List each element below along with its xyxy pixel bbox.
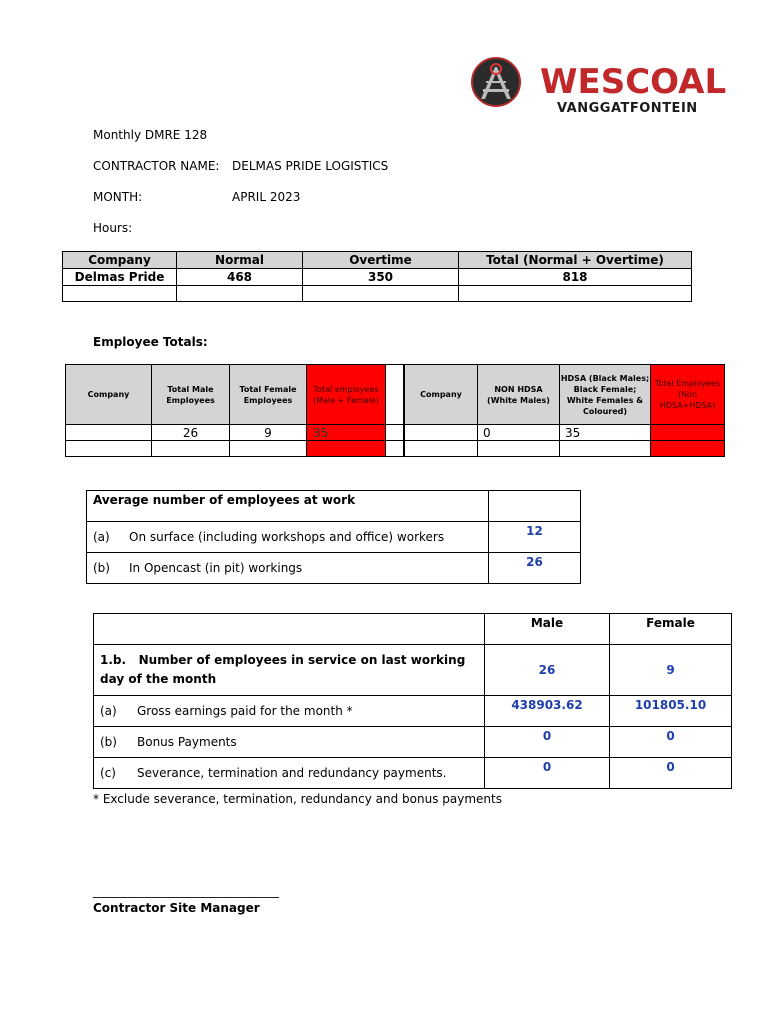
employee-totals-gap [385, 364, 404, 457]
hdsa-header-company: Company [405, 365, 478, 425]
et-header-company: Company [66, 365, 152, 425]
average-title: Average number of employees at work [87, 491, 489, 522]
hdsa-cell: 35 [560, 425, 651, 441]
service-row-female: 0 [610, 727, 732, 758]
service-row-label [94, 727, 485, 758]
table-row [87, 553, 581, 584]
service-1b-num: 1.b. [100, 653, 127, 667]
average-row-letter: (a) [93, 530, 110, 544]
service-row-female: 101805.10 [610, 696, 732, 727]
gap-cell [386, 365, 404, 425]
et-cell [66, 425, 152, 441]
service-1b-male: 26 [485, 645, 610, 696]
service-row-text: Bonus Payments [137, 735, 237, 749]
average-row-label [87, 522, 489, 553]
hours-cell [63, 286, 177, 302]
service-row-female: 0 [610, 758, 732, 789]
hours-cell: 818 [459, 269, 692, 286]
hdsa-cell [478, 441, 560, 457]
wescoal-logo-icon [471, 57, 521, 107]
table-row [66, 425, 386, 441]
service-row-letter: (c) [100, 766, 116, 780]
month-label: MONTH: [93, 190, 143, 204]
table-row [87, 522, 581, 553]
signature-label: Contractor Site Manager [93, 901, 260, 915]
table-row [94, 645, 732, 696]
service-1b-female: 9 [610, 645, 732, 696]
hdsa-cell-total [651, 441, 725, 457]
logo-subtitle: VANGGATFONTEIN [557, 101, 698, 116]
hours-cell [177, 286, 303, 302]
service-row-male: 438903.62 [485, 696, 610, 727]
hours-header-total: Total (Normal + Overtime) [459, 252, 692, 269]
hours-cell: 350 [303, 269, 459, 286]
footnote: * Exclude severance, termination, redundancy and bonus payments [93, 792, 502, 806]
service-1b-text: Number of employees in service on last working day of the month [100, 653, 466, 686]
hdsa-header-hdsa: HDSA (Black Males; Black Female; White Females & Coloured) [560, 365, 651, 425]
table-row [94, 696, 732, 727]
service-row-label [94, 696, 485, 727]
service-header-empty [94, 614, 485, 645]
service-row-text: Severance, termination and redundancy payments. [137, 766, 447, 780]
employee-totals-label: Employee Totals: [93, 335, 208, 349]
table-row [405, 425, 725, 441]
hdsa-cell: 0 [478, 425, 560, 441]
gap-cell [386, 441, 404, 457]
hours-cell: Delmas Pride [63, 269, 177, 286]
service-row-label [94, 758, 485, 789]
et-cell [230, 441, 307, 457]
table-row [94, 727, 732, 758]
hdsa-cell [405, 441, 478, 457]
hours-cell: 468 [177, 269, 303, 286]
hours-cell [459, 286, 692, 302]
et-cell: 9 [230, 425, 307, 441]
employee-totals-right-table [404, 364, 725, 457]
et-header-female: Total Female Employees [230, 365, 307, 425]
table-row [63, 286, 692, 302]
et-cell: 26 [152, 425, 230, 441]
et-header-total: Total employees (Male + Female) [307, 365, 386, 425]
service-row-male: 0 [485, 727, 610, 758]
hdsa-cell [405, 425, 478, 441]
gap-cell [386, 425, 404, 441]
contractor-value: DELMAS PRIDE LOGISTICS [232, 159, 389, 173]
table-row [94, 758, 732, 789]
average-value: 26 [489, 553, 581, 584]
signature-line: _______________________________ [93, 884, 279, 898]
table-row [63, 269, 692, 286]
et-cell [152, 441, 230, 457]
hours-header-normal: Normal [177, 252, 303, 269]
average-employees-table [86, 490, 581, 584]
et-header-male: Total Male Employees [152, 365, 230, 425]
service-row-male: 0 [485, 758, 610, 789]
service-row-text: Gross earnings paid for the month * [137, 704, 353, 718]
hours-cell [303, 286, 459, 302]
hours-label: Hours: [93, 221, 133, 235]
month-value: APRIL 2023 [232, 190, 301, 204]
hdsa-header-non-hdsa: NON HDSA (White Males) [478, 365, 560, 425]
hdsa-cell-total [651, 425, 725, 441]
average-row-text: On surface (including workshops and office) workers [129, 530, 445, 544]
hours-header-overtime: Overtime [303, 252, 459, 269]
service-1b-label [94, 645, 485, 696]
hours-header-company: Company [63, 252, 177, 269]
average-value: 12 [489, 522, 581, 553]
average-row-text: In Opencast (in pit) workings [129, 561, 303, 575]
et-cell-total [307, 441, 386, 457]
average-value-empty [489, 491, 581, 522]
contractor-label: CONTRACTOR NAME: [93, 159, 220, 173]
hours-table [62, 251, 692, 302]
average-row-label [87, 553, 489, 584]
service-header-female: Female [610, 614, 732, 645]
service-header-male: Male [485, 614, 610, 645]
et-cell [66, 441, 152, 457]
headgear-icon [473, 59, 519, 105]
hdsa-cell [560, 441, 651, 457]
employee-totals-left-table [65, 364, 386, 457]
service-earnings-table [93, 613, 732, 789]
logo-wordmark: WESCOAL [540, 62, 727, 102]
average-row-letter: (b) [93, 561, 110, 575]
service-row-letter: (b) [100, 735, 117, 749]
table-row [405, 441, 725, 457]
et-cell-total: 35 [307, 425, 386, 441]
table-row [66, 441, 386, 457]
service-row-letter: (a) [100, 704, 117, 718]
form-title: Monthly DMRE 128 [93, 128, 208, 142]
hdsa-header-total: Total Employees (Non HDSA+HDSA) [651, 365, 725, 425]
